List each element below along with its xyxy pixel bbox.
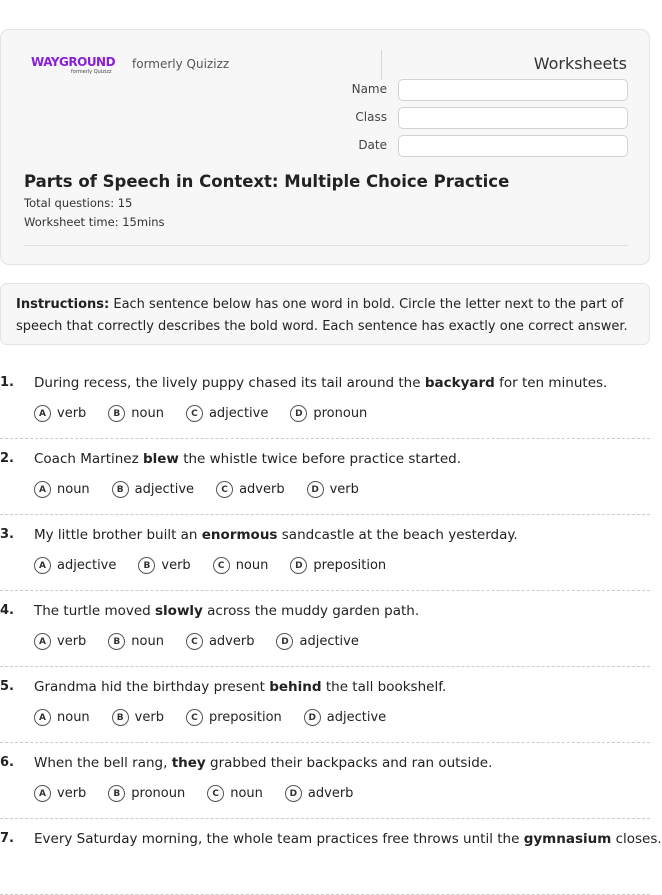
question-text-before: Grandma hid the birthday present [34, 679, 270, 695]
answer-option[interactable] [186, 709, 282, 726]
worksheet-header [0, 29, 650, 265]
question-text-after: closes. [611, 831, 662, 847]
answer-option[interactable] [34, 785, 86, 802]
option-letter-circle[interactable]: D [290, 405, 307, 422]
wayground-logo [31, 55, 119, 77]
answer-option[interactable] [290, 557, 386, 574]
option-letter-circle[interactable]: C [186, 405, 203, 422]
option-text: verb [57, 406, 87, 421]
question-text-after: sandcastle at the beach yesterday. [277, 527, 518, 543]
worksheet-title: Parts of Speech in Context: Multiple Choice Practice [24, 172, 510, 191]
logo-subtext: formerly Quizizz [71, 69, 112, 75]
question-text [34, 831, 662, 847]
answer-option[interactable] [285, 785, 354, 802]
question-text-before: During recess, the lively puppy chased its tail around the [34, 375, 425, 391]
option-text: adjective [326, 710, 387, 725]
question-text [34, 527, 518, 543]
instructions-text: Each sentence below has one word in bold. Circle the letter next to the part of speech that correctly describes the bold word. Each sentence has exactly one correct answer. [16, 297, 628, 334]
answer-option[interactable] [290, 405, 367, 422]
answer-option[interactable] [108, 405, 164, 422]
option-letter-circle[interactable]: B [108, 405, 125, 422]
answer-options [34, 633, 381, 650]
question-text [34, 603, 419, 619]
name-label: Name [351, 82, 387, 96]
class-label: Class [355, 110, 387, 124]
worksheet-time: Worksheet time: 15mins [24, 215, 165, 229]
date-field[interactable] [398, 135, 628, 157]
question-text-after: the whistle twice before practice started. [178, 451, 461, 467]
option-letter-circle[interactable]: D [307, 481, 324, 498]
option-text: preposition [208, 710, 282, 725]
option-letter-circle[interactable]: C [216, 481, 233, 498]
option-text: adjective [299, 634, 359, 649]
option-letter-circle[interactable]: C [186, 709, 203, 726]
option-text: adverb [208, 634, 255, 649]
answer-option[interactable] [108, 633, 164, 650]
answer-option[interactable] [34, 481, 90, 498]
name-field[interactable] [398, 79, 628, 101]
question-item [0, 439, 650, 515]
option-letter-circle[interactable]: C [207, 785, 224, 802]
option-text: adjective [57, 558, 117, 573]
answer-option[interactable] [276, 633, 358, 650]
question-bold-word: enormous [201, 527, 278, 543]
option-text: noun [57, 710, 90, 725]
question-text-after: across the muddy garden path. [202, 603, 420, 619]
question-bold-word: slowly [155, 603, 203, 619]
option-letter-circle[interactable]: B [112, 709, 129, 726]
option-letter-circle[interactable]: B [112, 481, 129, 498]
option-letter-circle[interactable]: B [108, 785, 125, 802]
question-text-after: grabbed their backpacks and ran outside. [205, 755, 493, 771]
option-text: adjective [134, 482, 195, 497]
question-text [34, 375, 607, 391]
answer-options [34, 481, 381, 498]
question-item [0, 515, 650, 591]
option-letter-circle[interactable]: A [34, 785, 51, 802]
answer-option[interactable] [34, 633, 86, 650]
answer-options [34, 709, 408, 726]
option-text: noun [131, 406, 164, 421]
option-letter-circle[interactable]: B [138, 557, 155, 574]
answer-option[interactable] [34, 557, 116, 574]
name-field-row [341, 79, 629, 101]
question-bold-word: they [171, 755, 206, 771]
option-text: pronoun [131, 786, 186, 801]
question-text-after: for ten minutes. [494, 375, 608, 391]
instructions-box [0, 283, 650, 345]
option-letter-circle[interactable]: D [290, 557, 307, 574]
question-bold-word: backyard [424, 375, 495, 391]
question-text-before: My little brother built an [34, 527, 202, 543]
class-field-row [341, 107, 629, 129]
answer-option[interactable] [138, 557, 190, 574]
answer-option[interactable] [108, 785, 185, 802]
option-text: adjective [208, 406, 269, 421]
option-letter-circle[interactable]: A [34, 557, 51, 574]
option-letter-circle[interactable]: D [285, 785, 302, 802]
answer-options [34, 785, 375, 802]
option-text: noun [230, 786, 263, 801]
option-text: adverb [239, 482, 285, 497]
option-text: verb [57, 634, 87, 649]
answer-option[interactable] [307, 481, 359, 498]
answer-option[interactable] [216, 481, 285, 498]
question-item [0, 363, 650, 439]
option-letter-circle[interactable]: B [108, 633, 125, 650]
question-text-before: The turtle moved [34, 603, 156, 619]
question-list [0, 363, 662, 895]
total-questions: Total questions: 15 [24, 196, 133, 210]
answer-option[interactable] [304, 709, 386, 726]
option-text: preposition [313, 558, 387, 573]
date-field-row [341, 135, 629, 157]
option-text: verb [161, 558, 191, 573]
question-bold-word: gymnasium [523, 831, 612, 847]
instructions-label: Instructions: [16, 297, 110, 312]
answer-option[interactable] [112, 481, 194, 498]
question-item [0, 819, 662, 895]
option-text: adverb [307, 786, 354, 801]
header-bottom-divider [24, 245, 628, 246]
question-text [34, 679, 446, 695]
question-text-before: When the bell rang, [34, 755, 172, 771]
question-item [0, 667, 650, 743]
question-number: 7. [0, 831, 14, 846]
answer-option[interactable] [34, 709, 90, 726]
option-text: verb [329, 482, 359, 497]
question-text [34, 755, 492, 771]
answer-option[interactable] [112, 709, 164, 726]
question-item [0, 743, 650, 819]
option-text: verb [57, 786, 87, 801]
option-text: noun [131, 634, 164, 649]
logo-wordmark: WAYGROUND [31, 55, 116, 69]
option-letter-circle[interactable]: C [186, 633, 203, 650]
question-text [34, 451, 461, 467]
option-letter-circle[interactable]: D [276, 633, 293, 650]
option-text: verb [134, 710, 164, 725]
question-text-after: the tall bookshelf. [321, 679, 447, 695]
answer-option[interactable] [207, 785, 263, 802]
class-field[interactable] [398, 107, 628, 129]
question-number: 1. [0, 375, 14, 390]
question-number: 2. [0, 451, 14, 466]
option-letter-circle[interactable]: C [213, 557, 230, 574]
answer-option[interactable] [34, 405, 86, 422]
worksheets-label: Worksheets [533, 54, 627, 73]
question-bold-word: behind [269, 679, 322, 695]
answer-options [34, 557, 408, 574]
formerly-quizizz-text: formerly Quizizz [132, 57, 230, 71]
question-number: 5. [0, 679, 14, 694]
question-number: 4. [0, 603, 14, 618]
answer-option[interactable] [213, 557, 269, 574]
option-text: noun [235, 558, 269, 573]
question-number: 3. [0, 527, 14, 542]
header-divider [381, 50, 382, 80]
question-text-before: Every Saturday morning, the whole team practices free throws until the [34, 831, 524, 847]
answer-options [34, 405, 389, 422]
option-letter-circle[interactable]: A [34, 481, 51, 498]
question-number: 6. [0, 755, 14, 770]
question-item [0, 591, 650, 667]
option-letter-circle[interactable]: D [304, 709, 321, 726]
date-label: Date [358, 138, 387, 152]
option-text: noun [57, 482, 90, 497]
option-text: pronoun [313, 406, 368, 421]
answer-option[interactable] [186, 405, 268, 422]
option-letter-circle[interactable]: A [34, 633, 51, 650]
question-bold-word: blew [142, 451, 179, 467]
option-letter-circle[interactable]: A [34, 709, 51, 726]
answer-option[interactable] [186, 633, 255, 650]
question-text-before: Coach Martinez [34, 451, 143, 467]
option-letter-circle[interactable]: A [34, 405, 51, 422]
